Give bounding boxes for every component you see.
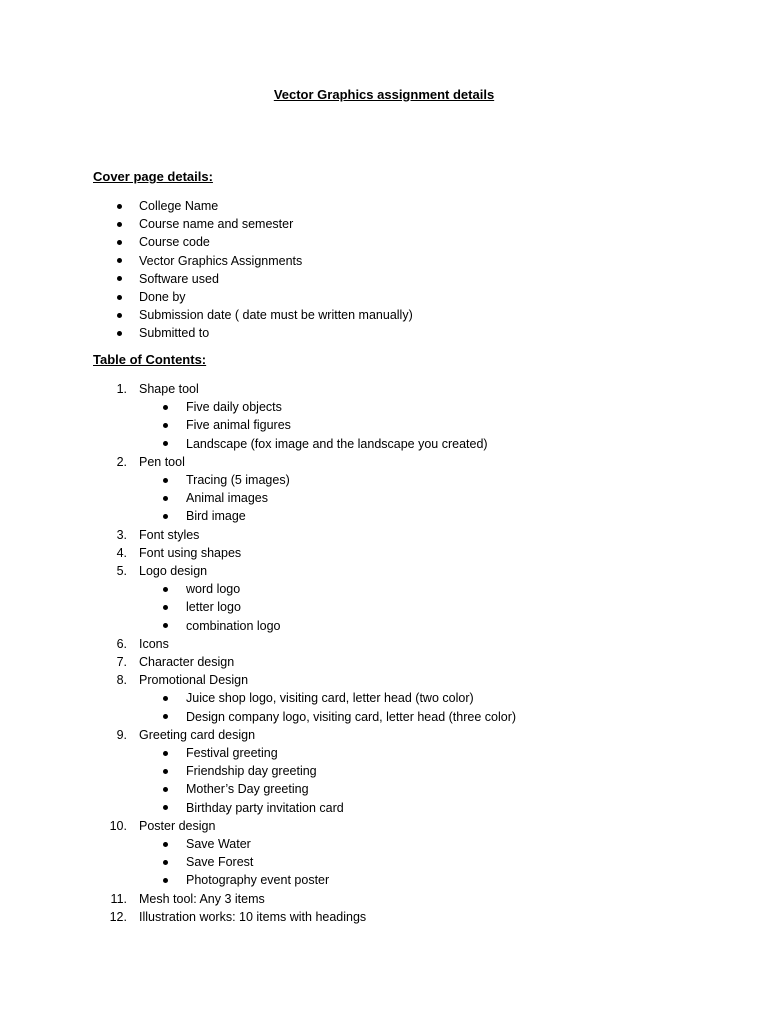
bullet-icon: [117, 258, 122, 263]
bullet-icon: [163, 496, 168, 501]
toc-item-label: Greeting card design: [139, 727, 256, 742]
cover-list-item: Software used: [139, 271, 219, 286]
bullet-icon: [163, 441, 168, 446]
cover-list-item: Submission date ( date must be written manually): [139, 308, 413, 323]
cover-list-item: Vector Graphics Assignments: [139, 253, 303, 268]
document-title: Vector Graphics assignment details: [273, 87, 495, 102]
toc-subitem: Tracing (5 images): [186, 473, 290, 487]
toc-subitem: Photography event poster: [186, 873, 330, 888]
toc-subitem: Bird image: [186, 509, 246, 524]
toc-item-number: 9.: [116, 727, 127, 742]
toc-subitem: Birthday party invitation card: [186, 800, 344, 815]
bullet-icon: [163, 714, 168, 719]
toc-item-number: 10.: [109, 818, 127, 833]
toc-subitem: Landscape (fox image and the landscape you created): [186, 436, 488, 451]
bullet-icon: [117, 276, 122, 281]
bullet-icon: [163, 805, 168, 810]
toc-item-label: Promotional Design: [139, 673, 249, 688]
toc-subitem: Five animal figures: [186, 418, 291, 433]
bullet-icon: [163, 587, 168, 592]
toc-subitem: Mother’s Day greeting: [186, 782, 309, 797]
toc-item-number: 1.: [116, 382, 127, 396]
toc-item-number: 11.: [110, 891, 127, 906]
bullet-icon: [117, 295, 122, 300]
bullet-icon: [163, 751, 168, 756]
cover-list-item: Submitted to: [139, 326, 210, 341]
bullet-icon: [163, 860, 168, 865]
bullet-icon: [163, 478, 168, 483]
toc-subitem: word logo: [186, 582, 241, 597]
toc-item-number: 6.: [116, 636, 127, 651]
toc-subitem: Animal images: [186, 491, 268, 506]
toc-item-label: Character design: [139, 655, 235, 669]
toc-item-label: Logo design: [139, 564, 208, 578]
toc-subitem: Festival greeting: [186, 746, 278, 760]
toc-item-number: 8.: [116, 673, 127, 688]
toc-item-number: 3.: [116, 527, 127, 542]
bullet-icon: [163, 769, 168, 774]
toc-subitem: Five daily objects: [186, 400, 282, 415]
toc-subitem: Save Water: [186, 837, 251, 851]
bullet-icon: [117, 313, 122, 318]
bullet-icon: [117, 222, 122, 227]
toc-subitem: Juice shop logo, visiting card, letter head (two color): [186, 691, 474, 706]
toc-item-label: Pen tool: [139, 454, 185, 469]
toc-item-label: Mesh tool: Any 3 items: [139, 891, 265, 906]
bullet-icon: [117, 240, 122, 245]
toc-item-label: Poster design: [139, 818, 216, 833]
bullet-icon: [163, 623, 168, 628]
bullet-icon: [163, 423, 168, 428]
toc-item-label: Shape tool: [139, 382, 199, 396]
toc-item-number: 4.: [116, 545, 127, 560]
toc-item-number: 5.: [116, 564, 127, 578]
toc-item-number: 2.: [116, 454, 127, 469]
bullet-icon: [163, 605, 168, 610]
bullet-icon: [163, 787, 168, 792]
toc-subitem: Friendship day greeting: [186, 764, 317, 779]
bullet-icon: [163, 696, 168, 701]
bullet-icon: [163, 514, 168, 519]
toc-item-label: Font using shapes: [139, 545, 242, 560]
toc-item-label: Illustration works: 10 items with headings: [139, 909, 367, 924]
bullet-icon: [163, 842, 168, 847]
cover-list-item: Course name and semester: [139, 217, 294, 232]
cover-list-item: Done by: [139, 290, 186, 304]
cover-list-item: Course code: [139, 235, 210, 250]
toc-subitem: letter logo: [186, 600, 241, 615]
toc-item-number: 7.: [116, 655, 127, 669]
bullet-icon: [117, 331, 122, 336]
toc-subitem: combination logo: [186, 618, 281, 633]
toc-item-label: Icons: [139, 636, 169, 651]
bullet-icon: [163, 405, 168, 410]
bullet-icon: [117, 204, 122, 209]
cover-list-item: College Name: [139, 199, 219, 213]
cover-heading: Cover page details:: [93, 169, 213, 184]
toc-heading: Table of Contents:: [93, 352, 207, 367]
toc-item-label: Font styles: [139, 527, 200, 542]
toc-subitem: Design company logo, visiting card, letter head (three color): [186, 709, 517, 724]
toc-item-number: 12.: [109, 909, 127, 924]
bullet-icon: [163, 878, 168, 883]
toc-subitem: Save Forest: [186, 855, 254, 870]
